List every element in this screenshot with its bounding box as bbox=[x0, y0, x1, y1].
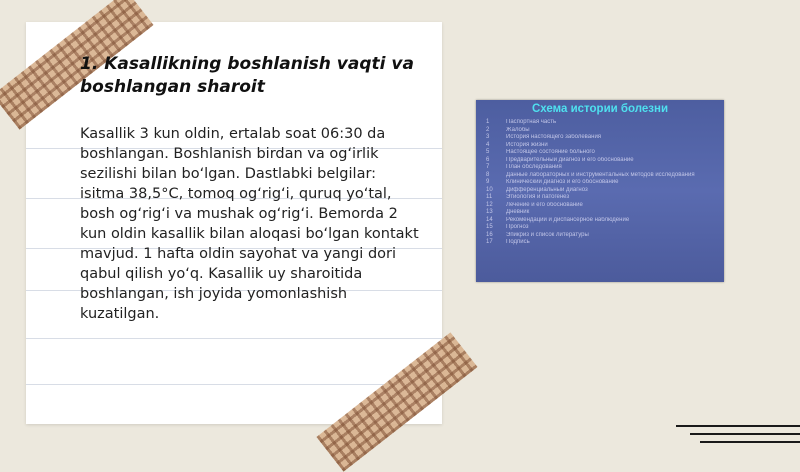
slide-list-item bbox=[486, 232, 716, 240]
slide-item-number: 5 bbox=[486, 149, 490, 155]
decorative-line bbox=[700, 441, 800, 443]
slide-item-text: Паспортная часть bbox=[506, 119, 557, 125]
slide-item-number: 15 bbox=[486, 224, 493, 230]
slide-item-number: 14 bbox=[486, 216, 493, 223]
slide-item-text: История жизни bbox=[506, 141, 548, 148]
slide-item-number: 2 bbox=[486, 126, 490, 133]
slide-item-number: 6 bbox=[486, 156, 490, 163]
slide-item-text: Жалобы bbox=[506, 126, 530, 133]
slide-list-item bbox=[486, 202, 716, 210]
slide-list-item bbox=[486, 194, 716, 202]
slide-item-number: 12 bbox=[486, 201, 493, 208]
slide-item-text: Прогноз bbox=[506, 224, 529, 230]
slide-list-item bbox=[486, 164, 716, 172]
slide-item-number: 1 bbox=[486, 119, 490, 125]
slide-list bbox=[476, 119, 724, 247]
slide-item-number: 4 bbox=[486, 141, 490, 148]
ruled-line bbox=[26, 338, 442, 339]
slide-item-text: Предварительный диагноз и его обоснование bbox=[506, 156, 634, 163]
slide-item-text: Лечение и его обоснование bbox=[506, 201, 583, 208]
slide-item-number: 8 bbox=[486, 171, 490, 178]
slide-list-item bbox=[486, 172, 716, 180]
decorative-line bbox=[690, 433, 800, 435]
slide-item-text: Эпикриз и список литературы bbox=[506, 231, 589, 238]
slide-list-item bbox=[486, 157, 716, 165]
slide-image bbox=[476, 100, 724, 282]
ruled-line bbox=[26, 384, 442, 385]
slide-item-number: 11 bbox=[486, 194, 493, 200]
slide-item-text: Данные лабораторных и инструментальных методов исследования bbox=[506, 171, 695, 178]
slide-item-number: 10 bbox=[486, 186, 493, 193]
slide-item-text: Рекомендации и диспансерное наблюдение bbox=[506, 216, 630, 223]
slide-item-text: Настоящее состояние больного bbox=[506, 149, 595, 155]
slide-list-item bbox=[486, 239, 716, 247]
slide-list-item bbox=[486, 187, 716, 195]
slide-item-text: Этиология и патогенез bbox=[506, 194, 570, 200]
slide-list-item bbox=[486, 217, 716, 225]
slide-list-item bbox=[486, 179, 716, 187]
slide-list-item bbox=[486, 209, 716, 217]
slide-list-item bbox=[486, 142, 716, 150]
slide-item-text: Клинический диагноз и его обоснование bbox=[506, 179, 619, 185]
slide-item-number: 9 bbox=[486, 179, 490, 185]
slide-list-item bbox=[486, 119, 716, 127]
note-body: Kasallik 3 kun oldin, ertalab soat 06:30 da boshlangan. Boshlanish birdan va og‘irlik sezilishi bilan bo‘lgan. Dastlabki belgilar: isitma 38,5°C, tomoq og‘rig‘i, quruq yo‘tal, bosh og‘rig‘i va mushak og‘rig‘i. Bemorda 2 kun oldin kasallik bilan aloqasi bo‘lgan kontakt mavjud. 1 hafta oldin sayohat va yangi dori qabul qilish yo‘q. Kasallik uy sharoitida boshlangan, ish joyida yomonlashish kuzatilgan. bbox=[80, 126, 419, 322]
slide-item-text: Дневник bbox=[506, 209, 530, 215]
slide-title: Схема истории болезни bbox=[531, 103, 669, 115]
slide-item-number: 16 bbox=[486, 231, 493, 238]
slide-item-text: План обследования bbox=[506, 164, 562, 170]
note-title: 1. Kasallikning boshlanish vaqti va boshlangan sharoit bbox=[80, 54, 414, 97]
slide-list-item bbox=[486, 134, 716, 142]
slide-item-number: 3 bbox=[486, 134, 490, 140]
slide-item-number: 7 bbox=[486, 164, 490, 170]
slide-list-item bbox=[486, 127, 716, 135]
slide-item-text: Подпись bbox=[506, 239, 530, 245]
slide-item-text: История настоящего заболевания bbox=[506, 134, 602, 140]
slide-list-item bbox=[486, 149, 716, 157]
slide-item-text: Дифференциальный диагноз bbox=[506, 186, 588, 193]
slide-item-number: 13 bbox=[486, 209, 493, 215]
slide-item-number: 17 bbox=[486, 239, 493, 245]
decorative-line bbox=[676, 425, 800, 427]
slide-list-item bbox=[486, 224, 716, 232]
